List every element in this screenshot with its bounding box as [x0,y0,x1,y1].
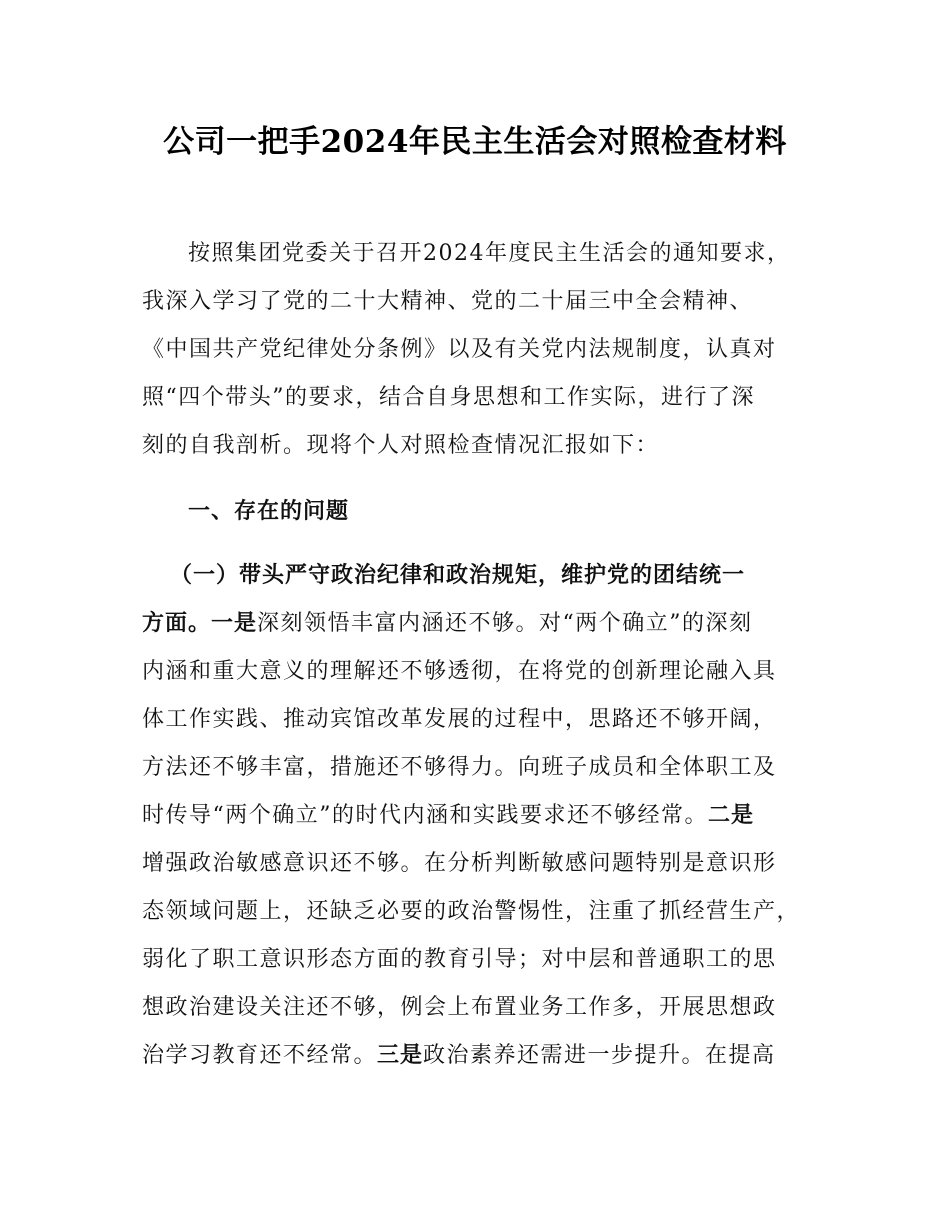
point-text: 深刻领悟丰富内涵还不够。对“两个确立”的深刻 [257,611,753,636]
section-heading: 一、存在的问题 [188,499,350,524]
intro-line: 刻的自我剖析。现将个人对照检查情况汇报如下： [142,433,660,458]
paragraph-line [142,792,814,840]
intro-line: 按照集团党委关于召开2024年度民主生活会的通知要求， [188,241,791,266]
paragraph-line [142,600,814,648]
subsection-heading-line [142,552,814,600]
document-title: 公司一把手2024年民主生活会对照检查材料 [163,124,787,160]
paragraph-line: 态领域问题上，还缺乏必要的政治警惕性，注重了抓经营生产， [142,899,801,924]
point-text: 时传导“两个确立”的时代内涵和实践要求还不够经常。 [142,803,708,828]
point-text: 政治素养还需进一步提升。在提高 [423,1043,776,1068]
document-body [142,230,814,1080]
paragraph-line: 想政治建设关注还不够，例会上布置业务工作多，开展思想政 [142,995,777,1020]
intro-line: 我深入学习了党的二十大精神、党的二十届三中全会精神、 [142,289,754,314]
subsection-heading: （一）带头严守政治纪律和政治规矩，维护党的团结统一 [170,563,746,588]
paragraph-line [142,1032,814,1080]
subsection-heading-end: 方面。 [142,611,212,636]
paragraph-line: 内涵和重大意义的理解还不够透彻，在将党的创新理论融入具 [142,659,777,684]
point-label: 三是 [377,1043,424,1068]
intro-line: 《中国共产党纪律处分条例》以及有关党内法规制度，认真对 [142,337,777,362]
paragraph-line: 方法还不够丰富，措施还不够得力。向班子成员和全体职工及 [142,755,777,780]
point-label: 二是 [708,803,755,828]
paragraph-line: 体工作实践、推动宾馆改革发展的过程中，思路还不够开阔， [142,707,777,732]
point-label: 一是 [211,611,258,636]
point-text: 治学习教育还不经常。 [142,1043,378,1068]
paragraph-line: 增强政治敏感意识还不够。在分析判断敏感问题特别是意识形 [142,851,777,876]
paragraph-line: 弱化了职工意识形态方面的教育引导；对中层和普通职工的思 [142,947,777,972]
intro-line: 照“四个带头”的要求，结合自身思想和工作实际，进行了深 [142,385,755,410]
